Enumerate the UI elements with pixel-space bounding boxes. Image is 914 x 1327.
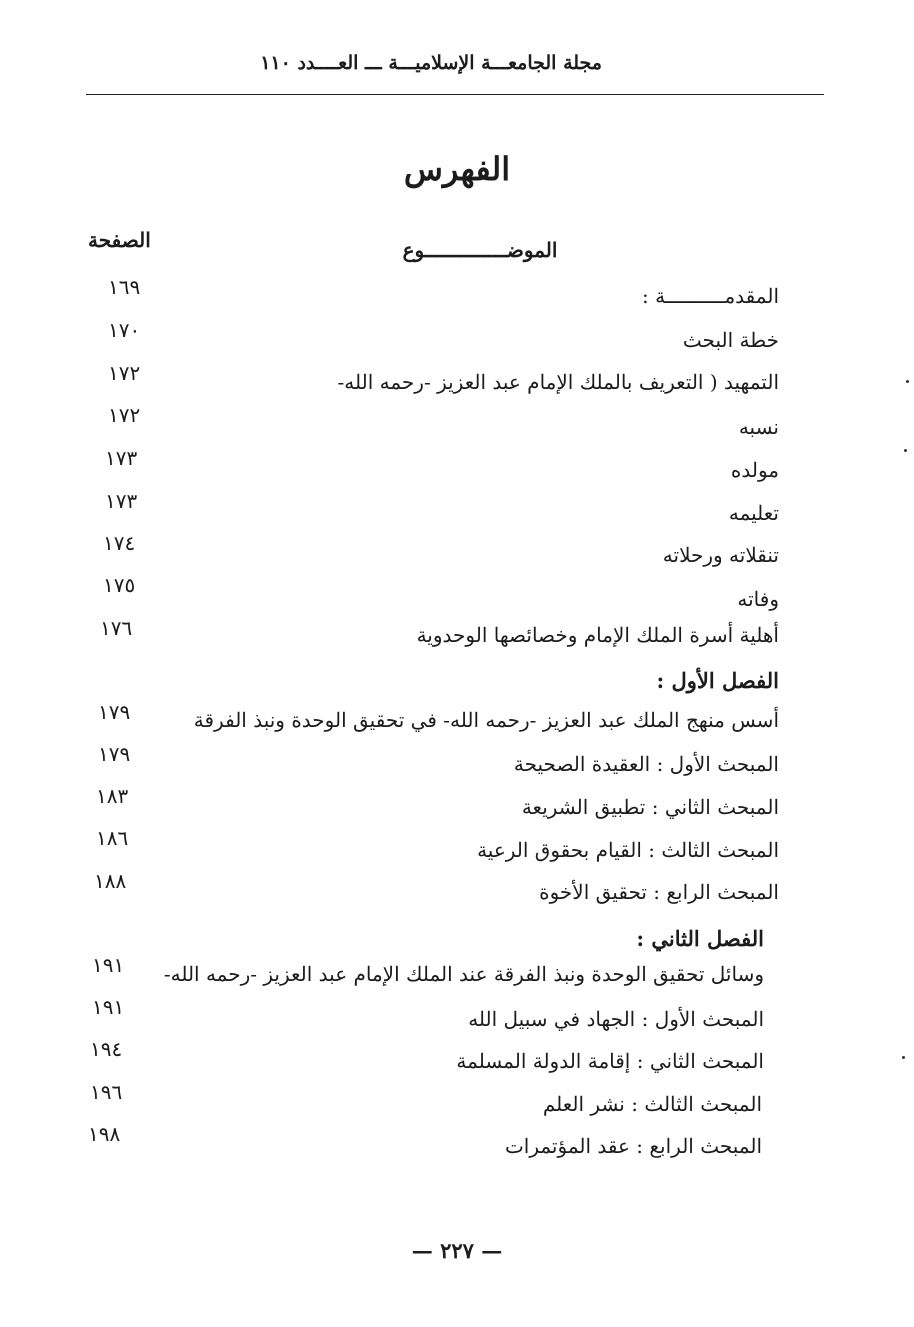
toc-entry: تنقلاته ورحلاته [662,543,779,567]
toc-page-number: ١٧٤ [103,531,136,555]
page-title: الفهرس [403,150,511,188]
toc-page-number: ١٧٣ [105,489,138,513]
toc-page-number: ١٦٩ [108,275,141,299]
toc-entry: أسس منهج الملك عبد العزيز -رحمه الله- في تحقيق الوحدة ونبذ الفرقة [193,708,779,732]
toc-entry: المبحث الرابع : عقد المؤتمرات [504,1134,762,1158]
toc-page-number: ١٩٤ [90,1037,123,1061]
toc-page-number: ١٧٩ [98,742,131,766]
toc-page-number: ١٧٩ [98,700,131,724]
toc-entry: المبحث الثاني : تطبيق الشريعة [521,795,779,819]
toc-entry: مولده [730,458,779,482]
toc-page-number: ١٩١ [92,953,125,977]
page-number-footer: — ٢٢٧ — [411,1238,503,1263]
toc-page-number: ١٧٢ [108,403,141,427]
section-heading: الفصل الأول : [656,668,779,693]
toc-entry: المبحث الرابع : تحقيق الأخوة [539,880,779,904]
toc-entry: وفاته [737,587,779,611]
toc-page-number: ١٩٦ [90,1080,123,1104]
toc-entry: خطة البحث [682,328,779,352]
scan-speck [902,1056,905,1059]
scan-speck [904,449,907,452]
section-heading: الفصل الثاني : [636,926,764,951]
toc-entry: المبحث الثالث : القيام بحقوق الرعية [477,838,779,862]
toc-entry: أهلية أسرة الملك الإمام وخصائصها الوحدوية [416,623,779,647]
toc-page-number: ١٨٣ [96,784,129,808]
toc-page-number: ١٨٦ [96,826,129,850]
toc-page-number: ١٩١ [92,995,125,1019]
scan-speck [906,380,909,383]
toc-page-number: ١٧٢ [108,361,141,385]
toc-page-number: ١٧٣ [105,446,138,470]
toc-page-number: ١٧٠ [108,318,141,342]
toc-page-number: ١٧٦ [100,616,133,640]
toc-entry: وسائل تحقيق الوحدة ونبذ الفرقة عند الملك الإمام عبد العزيز -رحمه الله- [163,962,764,986]
toc-page-number: ١٩٨ [88,1122,121,1146]
toc-entry: المبحث الأول : الجهاد في سبيل الله [468,1007,764,1031]
running-header: مجلة الجامعـــة الإسلاميـــة ـــ العــــدد ١١٠ [260,52,602,74]
topic-column-header: الموضــــــــــــــوع [402,238,558,262]
toc-entry: التمهيد ( التعريف بالملك الإمام عبد العزيز -رحمه الله- [337,370,779,394]
toc-entry: تعليمه [728,501,779,525]
toc-entry: نسبه [738,415,779,439]
toc-page-number: ١٨٨ [94,869,127,893]
header-rule [86,94,824,95]
page-column-header: الصفحة [88,228,151,252]
toc-entry: المبحث الأول : العقيدة الصحيحة [513,752,779,776]
toc-entry: المبحث الثالث : نشر العلم [542,1092,762,1116]
toc-page-number: ١٧٥ [103,573,136,597]
toc-entry: المقدمــــــــــة : [642,284,779,308]
toc-entry: المبحث الثاني : إقامة الدولة المسلمة [456,1049,764,1073]
